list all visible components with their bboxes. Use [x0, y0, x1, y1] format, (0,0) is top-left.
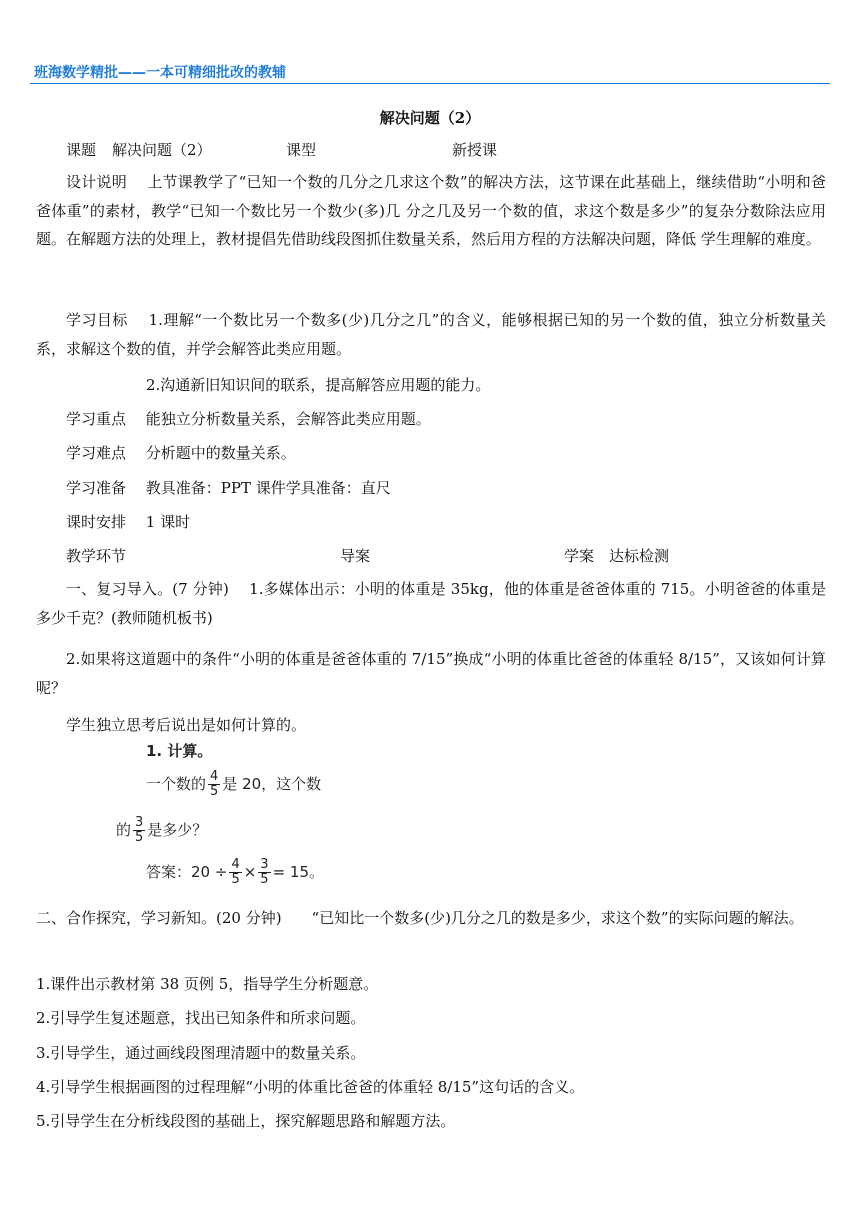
step-item: 1.课件出示教材第 38 页例 5，指导学生分析题意。 [36, 975, 379, 993]
exercise-line-2 [116, 816, 207, 845]
exercise-text-1: 一个数的 [146, 775, 207, 793]
fraction-3-5-answer [258, 858, 270, 887]
explore-intro: 二、合作探究，学习新知。(20 分钟) “已知比一个数多(少)几分之几的数是多少，求这个数”的实际问题的解法。 [36, 909, 804, 927]
exercise-text-3: 的 [116, 821, 132, 839]
answer-text-1: 答案：20 ÷ [146, 863, 228, 881]
header-divider [30, 83, 830, 84]
exercise-heading: 1. 计算。 [146, 742, 213, 760]
step-item: 5.引导学生在分析线段图的基础上，探究解题思路和解题方法。 [36, 1112, 456, 1130]
answer-text-2: = 15。 [272, 863, 325, 881]
learning-goal-2: 2.沟通新旧知识间的联系，提高解答应用题的能力。 [146, 376, 491, 394]
section-head-stage: 教学环节 [66, 547, 127, 565]
page-header: 班海数学精批——一本可精细批改的教辅 [34, 65, 286, 81]
fraction-denominator: 5 [231, 872, 240, 887]
section-head-guide: 导案 [340, 547, 371, 565]
step-item: 2.引导学生复述题意，找出已知条件和所求问题。 [36, 1009, 366, 1027]
exercise-line-1 [146, 770, 321, 799]
page-title: 解决问题（2） [379, 109, 481, 127]
exercise-image [110, 738, 350, 888]
type-value: 新授课 [452, 141, 498, 159]
exercise-answer [146, 858, 324, 887]
design-note: 设计说明 上节课教学了“已知一个数的几分之几求这个数”的解决方法，这节课在此基础上，继续借助“小明和爸爸体重”的素材，教学“已知一个数比另一个数少(多)几 分之几及另一个数的值，求这个数是多少”的复杂分数除法应用题。在解题方法的处理上，教材提倡先借助线段图抓住数量关系，然后用方程的方法解决问题，降低 学生理解的难度。 [36, 173, 826, 248]
section-head-study: 学案 达标检测 [564, 547, 670, 565]
exercise-text-2: 是 20，这个数 [222, 775, 322, 793]
fraction-numerator: 4 [210, 769, 219, 784]
learning-difficulty: 学习难点 分析题中的数量关系。 [66, 444, 296, 462]
exercise-text-4: 是多少？ [147, 821, 208, 839]
review-intro: 一、复习导入。(7 分钟) 1.多媒体出示：小明的体重是 35kg，他的体重是爸爸体重的 715。小明爸爸的体重是多少千克？(教师随机板书) [36, 580, 826, 627]
step-item: 4.引导学生根据画图的过程理解“小明的体重比爸爸的体重轻 8/15”这句话的含义。 [36, 1078, 585, 1096]
fraction-numerator: 4 [231, 857, 240, 872]
times-sign: × [243, 863, 257, 881]
fraction-denominator: 5 [135, 830, 144, 845]
topic-value: 解决问题（2） [112, 141, 212, 159]
learning-goal-1: 学习目标 1.理解“一个数比另一个数多(少)几分之几”的含义，能够根据已知的另一个数的值，独立分析数量关系，求解这个数的值，并学会解答此类应用题。 [36, 311, 826, 358]
type-label: 课型 [286, 141, 317, 159]
step-item: 3.引导学生，通过画线段图理清题中的数量关系。 [36, 1044, 366, 1062]
fraction-numerator: 3 [135, 815, 144, 830]
fraction-numerator: 3 [260, 857, 269, 872]
learning-focus: 学习重点 能独立分析数量关系，会解答此类应用题。 [66, 410, 431, 428]
fraction-3-5 [133, 816, 145, 845]
topic-label: 课题 [66, 141, 97, 159]
review-question: 2.如果将这道题中的条件“小明的体重是爸爸体重的 7/15”换成“小明的体重比爸爸的体重轻 8/15”，又该如何计算呢？ [36, 650, 826, 697]
class-hours: 课时安排 1 课时 [66, 513, 191, 531]
fraction-4-5 [208, 770, 220, 799]
fraction-denominator: 5 [260, 872, 269, 887]
fraction-denominator: 5 [210, 784, 219, 799]
fraction-4-5-answer [229, 858, 241, 887]
review-note: 学生独立思考后说出是如何计算的。 [66, 716, 307, 734]
learning-prep: 学习准备 教具准备：PPT 课件学具准备：直尺 [66, 479, 391, 497]
